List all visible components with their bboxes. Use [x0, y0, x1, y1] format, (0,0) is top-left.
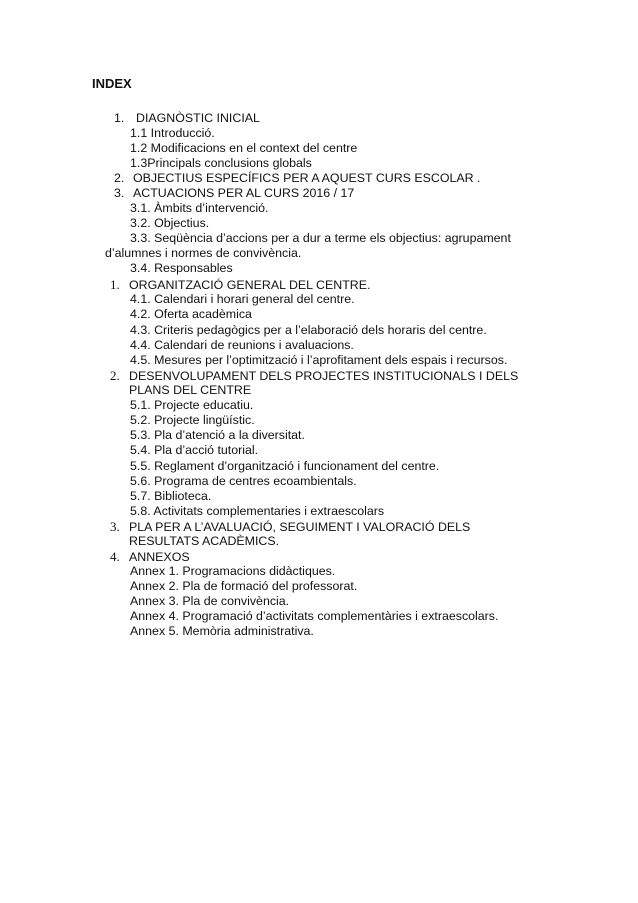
- index-title: INDEX: [92, 76, 132, 91]
- section-number: 1.: [110, 277, 120, 292]
- section-number: 2.: [110, 368, 120, 383]
- subitem-5-6: 5.6. Programa de centres ecoambientals.: [130, 474, 357, 488]
- section-number: 3.: [114, 186, 125, 200]
- subitem-1-1: 1.1 Introducció.: [130, 126, 215, 140]
- section-label: DESENVOLUPAMENT DELS PROJECTES INSTITUCIONALS I DELS: [129, 369, 519, 383]
- annex-3: Annex 3. Pla de convivència.: [130, 594, 290, 608]
- subitem-1-3: 1.3Principals conclusions globals: [130, 156, 312, 170]
- subitem-3-2: 3.2. Objectius.: [130, 216, 210, 230]
- subitem-5-3: 5.3. Pla d’atenció a la diversitat.: [130, 428, 305, 442]
- section-3-heading: [114, 186, 354, 201]
- section-label: OBJECTIUS ESPECÍFICS PER A AQUEST CURS ESCOLAR .: [133, 171, 481, 185]
- section-label: DIAGNÒSTIC INICIAL: [136, 111, 260, 125]
- section-label: ORGANITZACIÓ GENERAL DEL CENTRE.: [129, 278, 371, 292]
- section-5-heading-continued: PLANS DEL CENTRE: [129, 383, 252, 397]
- section-6-heading-continued: RESULTATS ACADÈMICS.: [129, 534, 280, 548]
- section-4-heading: [110, 277, 370, 293]
- subitem-3-3-continued: d’alumnes i normes de convivència.: [105, 246, 302, 260]
- section-7-heading: [110, 549, 190, 565]
- subitem-5-1: 5.1. Projecte educatiu.: [130, 398, 254, 412]
- annex-5: Annex 5. Memòria administrativa.: [130, 624, 314, 638]
- subitem-5-7: 5.7. Biblioteca.: [130, 489, 212, 503]
- section-5-heading: [110, 368, 518, 384]
- section-number: 1.: [114, 111, 125, 125]
- subitem-4-3: 4.3. Criteris pedagògics per a l’elaboració dels horaris del centre.: [130, 323, 487, 337]
- section-number: 4.: [110, 549, 120, 564]
- subitem-5-2: 5.2. Projecte lingüístic.: [130, 413, 255, 427]
- subitem-4-4: 4.4. Calendari de reunions i avaluacions.: [130, 338, 354, 352]
- annex-1: Annex 1. Programacions didàctiques.: [130, 564, 336, 578]
- subitem-4-5: 4.5. Mesures per l’optimització i l’aprofitament dels espais i recursos.: [130, 353, 508, 367]
- subitem-3-4: 3.4. Responsables: [130, 261, 233, 275]
- section-label: ANNEXOS: [129, 550, 190, 564]
- subitem-4-1: 4.1. Calendari i horari general del centre.: [130, 292, 355, 306]
- subitem-5-4: 5.4. Pla d’acció tutorial.: [130, 443, 259, 457]
- subitem-3-1: 3.1. Àmbits d’intervenció.: [130, 201, 269, 215]
- section-label: PLA PER A L’AVALUACIÓ, SEGUIMENT I VALORACIÓ DELS: [129, 520, 471, 534]
- section-label: ACTUACIONS PER AL CURS 2016 / 17: [133, 186, 355, 200]
- section-number: 3.: [110, 519, 120, 534]
- subitem-4-2: 4.2. Oferta acadèmica: [130, 307, 252, 321]
- subitem-5-8: 5.8. Activitats complementaries i extraescolars: [130, 504, 385, 518]
- section-2-heading: [114, 171, 481, 186]
- subitem-5-5: 5.5. Reglament d’organització i funcionament del centre.: [130, 459, 440, 473]
- annex-2: Annex 2. Pla de formació del professorat.: [130, 579, 358, 593]
- section-number: 2.: [114, 171, 125, 185]
- subitem-3-3: 3.3. Seqüència d’accions per a dur a terme els objectius: agrupament: [130, 231, 511, 245]
- annex-4: Annex 4. Programació d’activitats complementàries i extraescolars.: [130, 609, 499, 623]
- section-1-heading: [114, 111, 260, 126]
- subitem-1-2: 1.2 Modificacions en el context del centre: [130, 141, 358, 155]
- section-6-heading: [110, 519, 470, 535]
